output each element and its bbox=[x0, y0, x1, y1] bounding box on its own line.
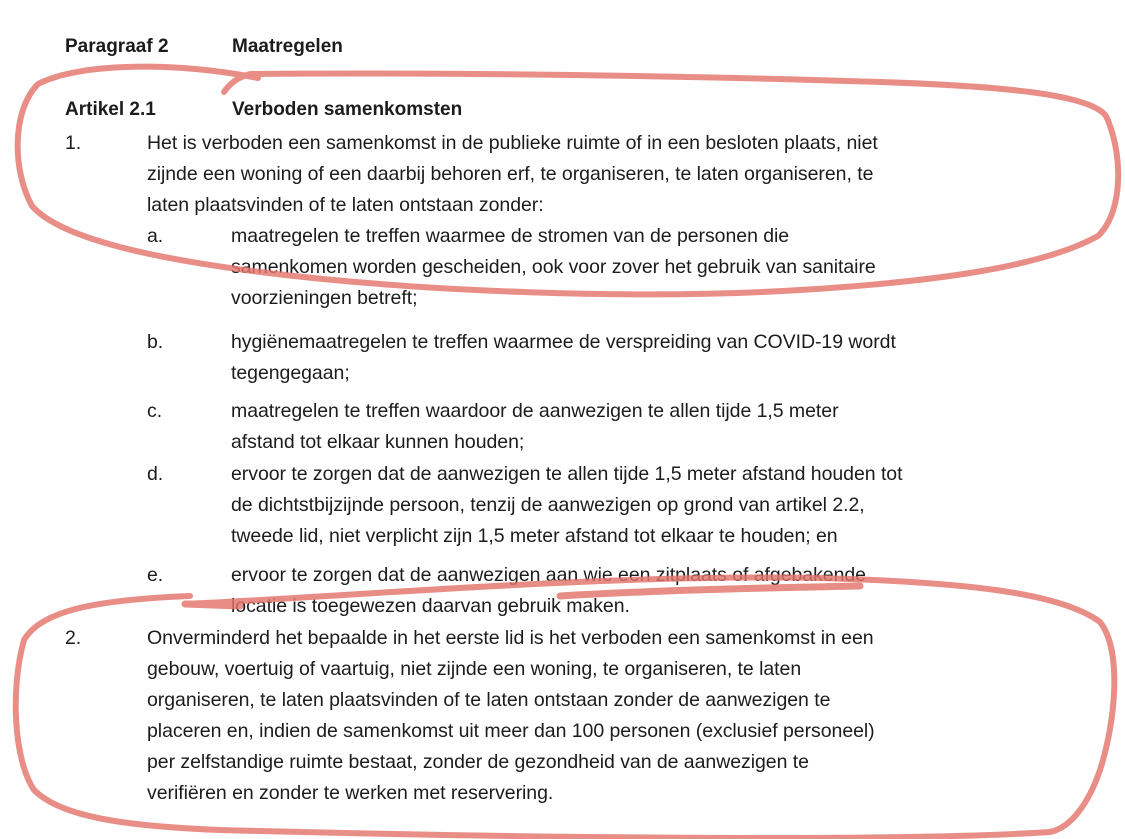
paragraph-number: Paragraaf 2 bbox=[65, 36, 169, 57]
member-marker: 2. bbox=[65, 627, 82, 649]
text-line: voorzieningen betreft; bbox=[231, 287, 418, 309]
text-line: ervoor te zorgen dat de aanwezigen te allen tijde 1,5 meter afstand houden tot bbox=[231, 463, 903, 485]
text-line: tweede lid, niet verplicht zijn 1,5 meter afstand tot elkaar te houden; en bbox=[231, 525, 838, 547]
text-line: ervoor te zorgen dat de aanwezigen aan wie een zitplaats of afgebakende bbox=[231, 564, 866, 586]
text-line: organiseren, te laten plaatsvinden of te laten ontstaan zonder de aanwezigen te bbox=[147, 689, 831, 711]
member-marker: 1. bbox=[65, 132, 82, 154]
sub-item-text bbox=[231, 221, 1051, 314]
sub-item-text bbox=[231, 327, 1051, 389]
sub-item-marker: e. bbox=[147, 564, 164, 586]
text-line: afstand tot elkaar kunnen houden; bbox=[231, 431, 525, 453]
sub-item-marker: c. bbox=[147, 400, 163, 422]
text-line: maatregelen te treffen waardoor de aanwezigen te allen tijde 1,5 meter bbox=[231, 400, 839, 422]
text-line: samenkomen worden gescheiden, ook voor zover het gebruik van sanitaire bbox=[231, 256, 876, 278]
text-line: de dichtstbijzijnde persoon, tenzij de aanwezigen op grond van artikel 2.2, bbox=[231, 494, 865, 516]
text-line: laten plaatsvinden of te laten ontstaan zonder: bbox=[147, 194, 544, 216]
text-line: Onverminderd het bepaalde in het eerste lid is het verboden een samenkomst in een bbox=[147, 627, 874, 649]
text-line: tegengegaan; bbox=[231, 362, 350, 384]
member-text bbox=[147, 128, 1047, 221]
text-line: per zelfstandige ruimte bestaat, zonder de gezondheid van de aanwezigen te bbox=[147, 751, 809, 773]
article-title: Verboden samenkomsten bbox=[232, 99, 463, 120]
text-line: maatregelen te treffen waarmee de stromen van de personen die bbox=[231, 225, 790, 247]
text-line: placeren en, indien de samenkomst uit meer dan 100 personen (exclusief personeel) bbox=[147, 720, 875, 742]
article-heading bbox=[65, 98, 565, 122]
text-line: Het is verboden een samenkomst in de publieke ruimte of in een besloten plaats, niet bbox=[147, 132, 878, 154]
sub-item-marker: a. bbox=[147, 225, 164, 247]
text-line: zijnde een woning of een daarbij behoren erf, te organiseren, te laten organiseren, te bbox=[147, 163, 874, 185]
sub-item-marker: d. bbox=[147, 463, 164, 485]
paragraph-title: Maatregelen bbox=[232, 36, 343, 57]
text-line: locatie is toegewezen daarvan gebruik maken. bbox=[231, 595, 630, 617]
sub-item-text bbox=[231, 459, 1051, 552]
paragraph-heading bbox=[65, 35, 465, 59]
text-line: hygiënemaatregelen te treffen waarmee de verspreiding van COVID-19 wordt bbox=[231, 331, 896, 353]
text-line: verifiëren en zonder te werken met reservering. bbox=[147, 782, 554, 804]
sub-item-text bbox=[231, 560, 1051, 622]
sub-item-text bbox=[231, 396, 1051, 458]
text-line: gebouw, voertuig of vaartuig, niet zijnde een woning, te organiseren, te laten bbox=[147, 658, 802, 680]
sub-item-marker: b. bbox=[147, 331, 164, 353]
article-number: Artikel 2.1 bbox=[65, 99, 156, 120]
member-text bbox=[147, 623, 1047, 809]
